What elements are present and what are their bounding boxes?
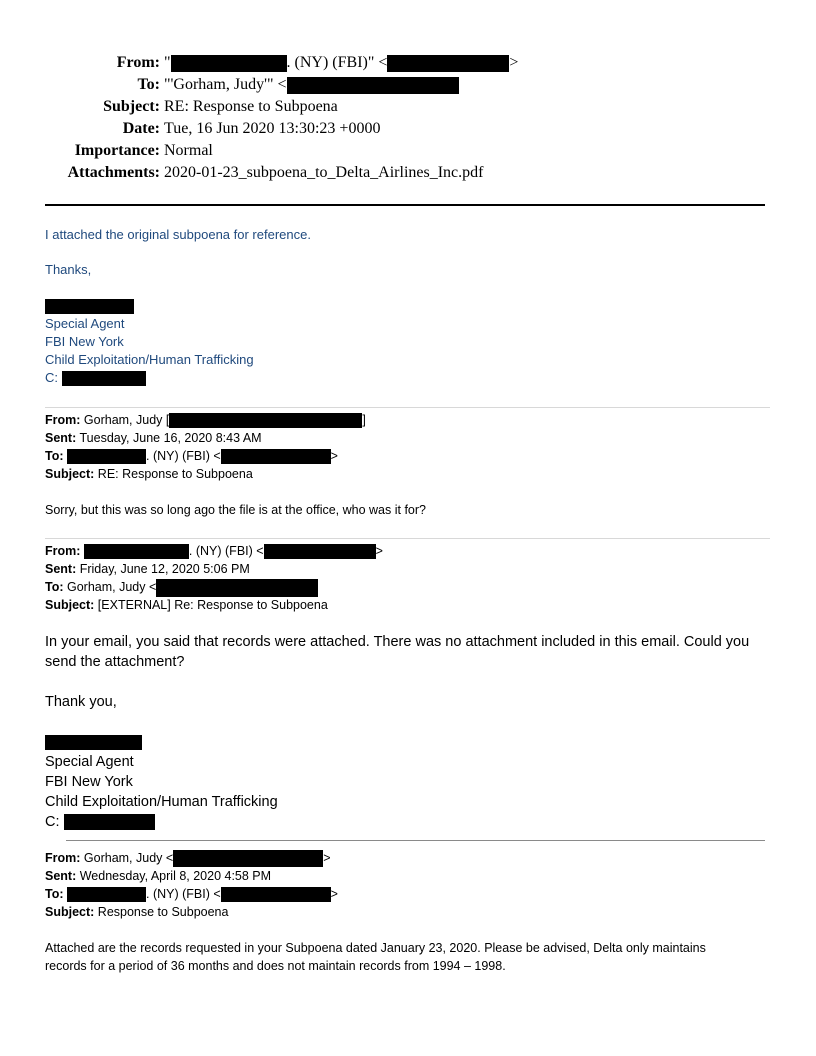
msg-body-line: In your email, you said that records were attached. There was no attachment included in this email. Could you — [45, 634, 750, 650]
message-divider — [45, 538, 770, 539]
redaction-block — [264, 544, 376, 559]
importance-label: Importance: — [74, 142, 160, 159]
msg-body: Sorry, but this was so long ago the file is at the office, who was it for? — [45, 503, 426, 517]
msg-subject: Subject: [EXTERNAL] Re: Response to Subpoena — [45, 598, 328, 612]
redaction-block — [287, 77, 459, 94]
signature-title: Special Agent — [45, 316, 125, 331]
message-divider — [45, 407, 770, 408]
msg-to: To: . (NY) (FBI) < > — [45, 887, 338, 901]
reply-thanks: Thanks, — [45, 262, 92, 277]
subject-label: Subject: — [103, 98, 160, 115]
signature-cell: C: — [45, 370, 146, 386]
subject-value: RE: Response to Subpoena — [164, 98, 338, 115]
signature-cell: C: — [45, 812, 155, 832]
reply-line: I attached the original subpoena for reference. — [45, 227, 311, 242]
signature-unit: Child Exploitation/Human Trafficking — [45, 794, 278, 810]
redaction-block — [156, 579, 318, 597]
redaction-block — [387, 55, 509, 72]
msg-sent: Sent: Tuesday, June 16, 2020 8:43 AM — [45, 431, 262, 445]
signature-name-redaction — [45, 735, 142, 750]
importance-value: Normal — [164, 142, 213, 159]
from-value: " . (NY) (FBI)" < > — [164, 54, 519, 71]
signature-office: FBI New York — [45, 774, 133, 790]
date-label: Date: — [122, 120, 160, 137]
msg-from: From: . (NY) (FBI) < > — [45, 544, 383, 558]
to-value: "'Gorham, Judy'" < — [164, 76, 459, 94]
msg-to: To: . (NY) (FBI) < > — [45, 449, 338, 463]
redaction-block — [67, 449, 146, 464]
signature-name-redaction — [45, 299, 134, 314]
attachment-link[interactable]: 2020-01-23_subpoena_to_Delta_Airlines_Inc.pdf — [164, 164, 484, 181]
redaction-block — [171, 55, 287, 72]
msg-sent: Sent: Friday, June 12, 2020 5:06 PM — [45, 562, 250, 576]
redaction-block — [84, 544, 189, 559]
header-divider — [45, 204, 765, 206]
msg-from: From: Gorham, Judy < > — [45, 849, 331, 867]
msg-subject: Subject: Response to Subpoena — [45, 905, 229, 919]
date-value: Tue, 16 Jun 2020 13:30:23 +0000 — [164, 120, 381, 137]
msg-body-line: records for a period of 36 months and does not maintain records from 1994 – 1998. — [45, 959, 506, 973]
attachments-label: Attachments: — [67, 164, 160, 181]
msg-body-line: send the attachment? — [45, 654, 185, 670]
from-label: From: — [116, 54, 160, 71]
to-label: To: — [137, 76, 160, 93]
redaction-block — [64, 814, 155, 830]
msg-sent: Sent: Wednesday, April 8, 2020 4:58 PM — [45, 869, 272, 883]
redaction-block — [67, 887, 146, 902]
msg-to: To: Gorham, Judy < — [45, 578, 318, 597]
signature-title: Special Agent — [45, 754, 134, 770]
signature-unit: Child Exploitation/Human Trafficking — [45, 352, 254, 367]
redaction-block — [221, 449, 331, 464]
redaction-block — [169, 413, 362, 428]
signature-office: FBI New York — [45, 334, 124, 349]
msg-from: From: Gorham, Judy [ ] — [45, 413, 366, 427]
message-divider — [66, 840, 765, 841]
msg-subject: Subject: RE: Response to Subpoena — [45, 467, 253, 481]
redaction-block — [221, 887, 331, 902]
redaction-block — [62, 371, 146, 386]
redaction-block — [173, 850, 323, 867]
msg-body-line: Attached are the records requested in your Subpoena dated January 23, 2020. Please be advised, Delta only maintains — [45, 941, 706, 955]
msg-thanks: Thank you, — [45, 694, 117, 710]
